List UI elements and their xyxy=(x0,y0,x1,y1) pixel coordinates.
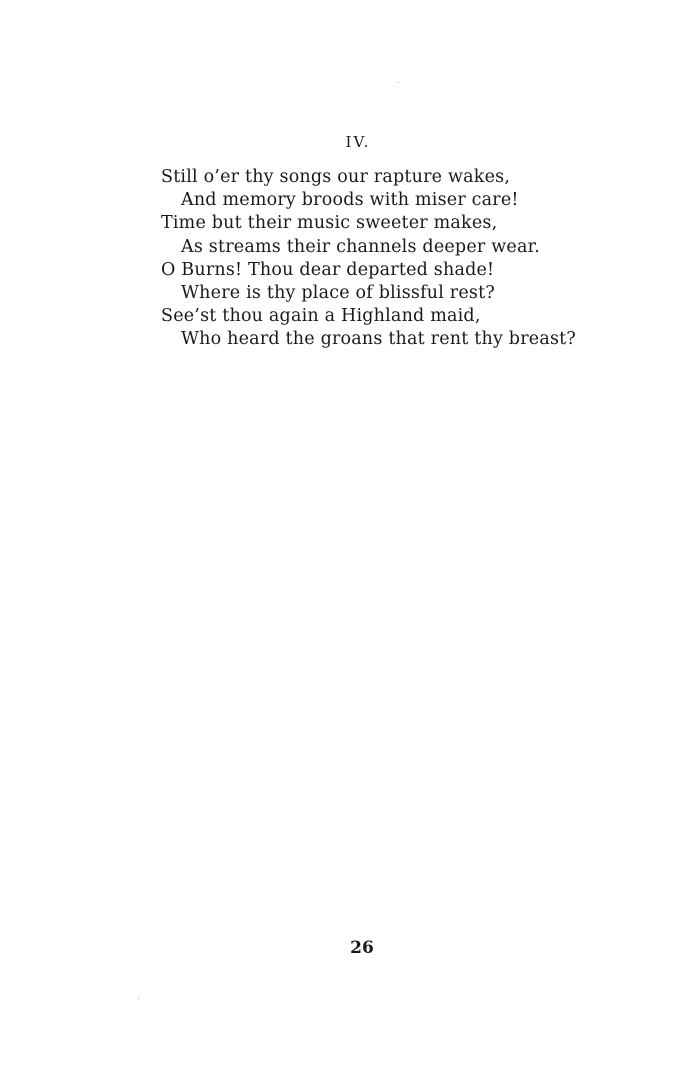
verse-line: Still o’er thy songs our rapture wakes, xyxy=(161,167,511,187)
poem-stanza xyxy=(161,166,601,352)
verse-line: Time but their music sweeter makes, xyxy=(161,213,498,234)
verse-line-indented: And memory broods with miser care! xyxy=(181,190,519,211)
verse-line: See’st thou again a Highland maid, xyxy=(161,306,481,327)
page-number: 26 xyxy=(350,938,374,958)
verse-line-indented: Who heard the groans that rent thy breast? xyxy=(181,329,576,350)
verse-line: O Burns! Thou dear departed shade! xyxy=(161,259,495,280)
verse-line-indented: Where is thy place of blissful rest? xyxy=(181,283,495,304)
scan-speck xyxy=(138,998,139,999)
section-numeral: IV. xyxy=(345,133,371,151)
verse-line-indented: As streams their channels deeper wear. xyxy=(181,236,540,257)
scan-speck xyxy=(398,82,399,83)
